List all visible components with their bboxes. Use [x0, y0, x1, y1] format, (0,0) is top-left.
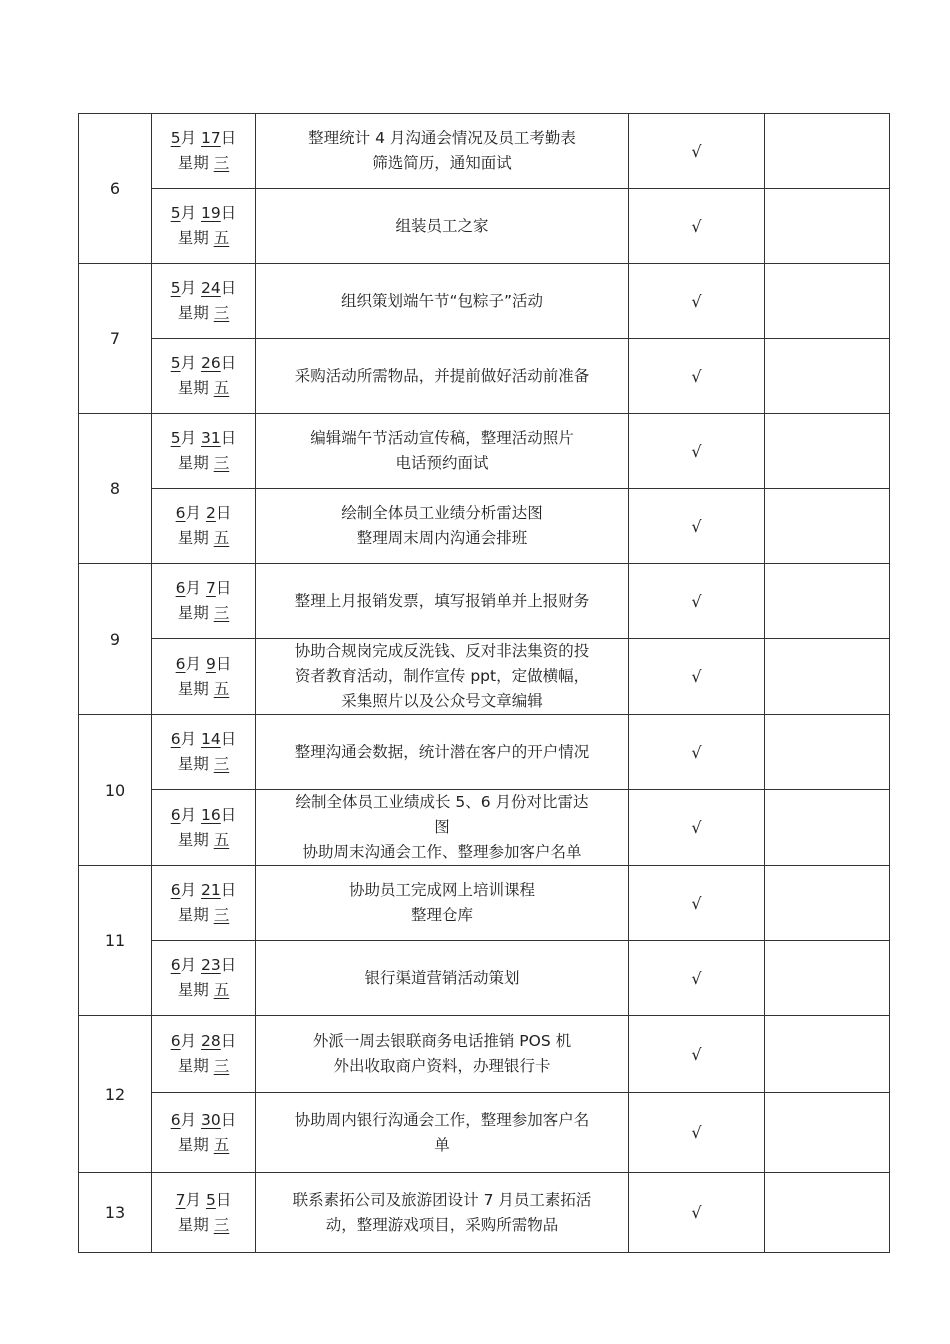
note-cell — [765, 414, 890, 489]
task-line: 电话预约面试 — [395, 454, 489, 472]
date-day: 9 — [205, 654, 216, 673]
date-line: 5月 31日 — [170, 429, 237, 447]
task-line: 组织策划端午节“包粽子”活动 — [340, 291, 544, 310]
date-day: 2 — [205, 504, 216, 522]
week-number: 9 — [79, 564, 152, 715]
table-row — [79, 866, 890, 941]
date-month: 5 — [170, 354, 181, 372]
date-month: 6 — [170, 881, 181, 899]
weekday-value: 三 — [213, 906, 230, 924]
task-cell — [256, 564, 629, 639]
completion-check: √ — [629, 189, 765, 264]
task-line: 外出收取商户资料，办理银行卡 — [333, 1057, 551, 1075]
task-cell — [256, 790, 629, 866]
date-cell — [152, 941, 256, 1016]
weekday-line: 星期 三 — [177, 454, 230, 472]
date-cell — [152, 564, 256, 639]
task-line: 组装员工之家 — [395, 216, 489, 235]
weekday-line: 星期 三 — [177, 906, 230, 924]
weekday-line: 星期 五 — [177, 529, 230, 547]
date-day: 7 — [205, 579, 216, 597]
date-line: 6月 28日 — [170, 1032, 237, 1050]
date-month: 6 — [170, 956, 181, 974]
task-cell — [256, 189, 629, 264]
week-number: 13 — [79, 1173, 152, 1253]
weekday-line: 星期 五 — [177, 379, 230, 397]
table-row — [79, 264, 890, 339]
task-line: 采购活动所需物品，并提前做好活动前准备 — [294, 366, 590, 385]
table-row — [79, 114, 890, 189]
date-cell — [152, 639, 256, 715]
date-day: 17 — [201, 129, 221, 147]
date-cell — [152, 489, 256, 564]
completion-check: √ — [629, 564, 765, 639]
date-day: 19 — [201, 204, 221, 222]
week-number: 8 — [79, 414, 152, 564]
task-line: 协助周内银行沟通会工作，整理参加客户名 — [294, 1110, 590, 1129]
weekday-line: 星期 三 — [177, 304, 230, 322]
note-cell — [765, 715, 890, 790]
date-line: 5月 17日 — [170, 129, 237, 147]
weekday-value: 三 — [213, 454, 230, 472]
weekday-value: 五 — [213, 529, 230, 547]
week-number: 7 — [79, 264, 152, 414]
completion-check: √ — [629, 339, 765, 414]
date-line: 6月 23日 — [170, 956, 237, 974]
task-line: 外派一周去银联商务电话推销 POS 机 — [312, 1032, 572, 1050]
note-cell — [765, 639, 890, 715]
weekday-line: 星期 三 — [177, 755, 230, 773]
table-row — [79, 715, 890, 790]
date-cell — [152, 414, 256, 489]
completion-check: √ — [629, 639, 765, 715]
date-cell — [152, 189, 256, 264]
note-cell — [765, 1016, 890, 1093]
task-line: 单 — [434, 1135, 450, 1154]
weekday-value: 五 — [213, 1135, 230, 1154]
task-line: 协助周末沟通会工作、整理参加客户名单 — [302, 843, 582, 861]
note-cell — [765, 339, 890, 414]
task-line: 整理统计 4 月沟通会情况及员工考勤表 — [308, 129, 576, 147]
date-line: 6月 9日 — [175, 654, 232, 673]
week-number: 11 — [79, 866, 152, 1016]
task-cell — [256, 339, 629, 414]
table-row — [79, 1016, 890, 1093]
date-line: 7月 5日 — [175, 1190, 232, 1209]
weekday-line: 星期 三 — [177, 1215, 230, 1234]
date-cell — [152, 1016, 256, 1093]
completion-check: √ — [629, 1016, 765, 1093]
task-line: 绘制全体员工业绩成长 5、6 月份对比雷达 — [295, 793, 589, 811]
table-row — [79, 639, 890, 715]
date-day: 14 — [201, 730, 221, 748]
week-number: 10 — [79, 715, 152, 866]
date-day: 21 — [201, 881, 221, 899]
date-cell — [152, 866, 256, 941]
task-cell — [256, 1016, 629, 1093]
date-cell — [152, 715, 256, 790]
date-day: 24 — [201, 279, 221, 297]
date-line: 6月 7日 — [175, 579, 232, 597]
date-month: 5 — [170, 429, 181, 447]
completion-check: √ — [629, 1093, 765, 1173]
note-cell — [765, 489, 890, 564]
weekday-line: 星期 三 — [177, 604, 230, 622]
weekday-value: 五 — [213, 830, 230, 849]
date-day: 31 — [201, 429, 221, 447]
date-month: 7 — [175, 1190, 186, 1209]
task-line: 动，整理游戏项目，采购所需物品 — [325, 1215, 559, 1234]
note-cell — [765, 189, 890, 264]
table-row — [79, 414, 890, 489]
completion-check: √ — [629, 414, 765, 489]
task-cell — [256, 941, 629, 1016]
completion-check: √ — [629, 489, 765, 564]
task-line: 整理沟通会数据，统计潜在客户的开户情况 — [294, 742, 590, 761]
weekday-line: 星期 五 — [177, 229, 230, 247]
weekday-value: 三 — [213, 1215, 230, 1234]
week-number: 6 — [79, 114, 152, 264]
date-month: 6 — [175, 654, 186, 673]
date-cell — [152, 339, 256, 414]
weekday-value: 三 — [213, 755, 230, 773]
date-line: 6月 30日 — [170, 1110, 237, 1129]
note-cell — [765, 866, 890, 941]
completion-check: √ — [629, 715, 765, 790]
date-month: 6 — [175, 504, 186, 522]
table-row — [79, 489, 890, 564]
completion-check: √ — [629, 941, 765, 1016]
task-line: 联系素拓公司及旅游团设计 7 月员工素拓活 — [292, 1190, 592, 1209]
date-cell — [152, 114, 256, 189]
task-line: 筛选简历，通知面试 — [372, 154, 512, 172]
weekday-value: 三 — [213, 304, 230, 322]
completion-check: √ — [629, 264, 765, 339]
week-number: 12 — [79, 1016, 152, 1173]
note-cell — [765, 564, 890, 639]
task-cell — [256, 489, 629, 564]
date-month: 6 — [175, 579, 186, 597]
weekday-line: 星期 五 — [177, 679, 230, 698]
table-row — [79, 941, 890, 1016]
task-line: 资者教育活动，制作宣传 ppt，定做横幅， — [294, 667, 590, 685]
date-day: 5 — [205, 1190, 216, 1209]
date-day: 23 — [201, 956, 221, 974]
task-cell — [256, 264, 629, 339]
date-month: 5 — [170, 204, 181, 222]
weekday-line: 星期 三 — [177, 1057, 230, 1075]
note-cell — [765, 1173, 890, 1253]
table-row — [79, 564, 890, 639]
task-line: 协助合规岗完成反洗钱、反对非法集资的投 — [294, 642, 590, 660]
date-line: 5月 19日 — [170, 204, 237, 222]
date-line: 6月 21日 — [170, 881, 237, 899]
date-month: 6 — [170, 1110, 181, 1129]
completion-check: √ — [629, 866, 765, 941]
weekday-line: 星期 五 — [177, 1135, 230, 1154]
date-day: 28 — [201, 1032, 221, 1050]
date-cell — [152, 1173, 256, 1253]
date-line: 6月 16日 — [170, 805, 237, 824]
task-cell — [256, 639, 629, 715]
date-month: 6 — [170, 1032, 181, 1050]
date-cell — [152, 790, 256, 866]
completion-check: √ — [629, 1173, 765, 1253]
table-row — [79, 1173, 890, 1253]
task-line: 整理周末周内沟通会排班 — [356, 529, 528, 547]
table-row — [79, 790, 890, 866]
task-line: 银行渠道营销活动策划 — [364, 968, 520, 987]
weekday-line: 星期 五 — [177, 981, 230, 999]
table-row — [79, 189, 890, 264]
weekday-value: 五 — [213, 229, 230, 247]
weekday-line: 星期 五 — [177, 830, 230, 849]
weekday-value: 三 — [213, 604, 230, 622]
task-line: 编辑端午节活动宣传稿，整理活动照片 — [310, 429, 574, 447]
completion-check: √ — [629, 790, 765, 866]
date-day: 16 — [201, 805, 221, 824]
task-line: 绘制全体员工业绩分析雷达图 — [341, 504, 543, 522]
task-line: 图 — [434, 818, 450, 836]
task-cell — [256, 715, 629, 790]
date-cell — [152, 1093, 256, 1173]
task-line: 协助员工完成网上培训课程 — [348, 881, 535, 899]
task-line: 采集照片以及公众号文章编辑 — [341, 692, 543, 710]
note-cell — [765, 790, 890, 866]
weekday-value: 五 — [213, 981, 230, 999]
note-cell — [765, 264, 890, 339]
weekday-value: 五 — [213, 679, 230, 698]
schedule-body — [79, 114, 890, 1253]
task-line: 整理仓库 — [410, 906, 473, 924]
task-cell — [256, 1173, 629, 1253]
date-line: 5月 24日 — [170, 279, 237, 297]
date-month: 6 — [170, 730, 181, 748]
completion-check: √ — [629, 114, 765, 189]
task-line: 整理上月报销发票，填写报销单并上报财务 — [294, 591, 590, 610]
note-cell — [765, 1093, 890, 1173]
task-cell — [256, 1093, 629, 1173]
date-line: 5月 26日 — [170, 354, 237, 372]
weekday-line: 星期 三 — [177, 154, 230, 172]
note-cell — [765, 941, 890, 1016]
date-cell — [152, 264, 256, 339]
weekday-value: 五 — [213, 379, 230, 397]
date-month: 6 — [170, 805, 181, 824]
work-schedule-table — [78, 113, 890, 1253]
date-line: 6月 2日 — [175, 504, 232, 522]
weekday-value: 三 — [213, 154, 230, 172]
table-row — [79, 1093, 890, 1173]
date-month: 5 — [170, 279, 181, 297]
note-cell — [765, 114, 890, 189]
date-line: 6月 14日 — [170, 730, 237, 748]
task-cell — [256, 414, 629, 489]
task-cell — [256, 866, 629, 941]
date-day: 30 — [201, 1110, 221, 1129]
table-row — [79, 339, 890, 414]
weekday-value: 三 — [213, 1057, 230, 1075]
date-day: 26 — [201, 354, 221, 372]
task-cell — [256, 114, 629, 189]
date-month: 5 — [170, 129, 181, 147]
